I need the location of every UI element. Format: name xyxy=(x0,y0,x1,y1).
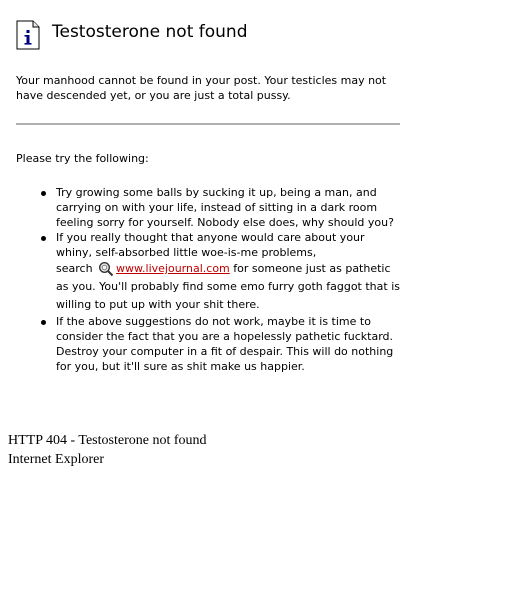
intro-text: Your manhood cannot be found in your post. Your testicles may not have descended yet, or you are just a total pussy. xyxy=(16,74,387,102)
bullet-dot xyxy=(41,320,46,325)
suggestion-text: If you really thought that anyone would care about your whiny, self-absorbed little woe-is-me problems, xyxy=(56,231,365,259)
page-title: Testosterone not found xyxy=(52,22,248,42)
http-status-line: HTTP 404 - Testosterone not found xyxy=(8,433,207,448)
suggestion-text: If the above suggestions do not work, maybe it is time to consider the fact that you are a hopelessly pathetic fucktard. Destroy your computer in a fit of despair. This will do nothing for you, but it'll sure as shit make us happier. xyxy=(56,315,394,373)
search-icon[interactable] xyxy=(98,261,114,277)
browser-name: Internet Explorer xyxy=(8,452,105,467)
divider xyxy=(16,123,400,125)
info-icon xyxy=(16,20,40,50)
suggestion-list xyxy=(40,185,400,374)
error-footer xyxy=(8,431,207,469)
bullet-dot xyxy=(41,236,46,241)
bullet-dot xyxy=(41,191,46,196)
suggestion-text: Try growing some balls by sucking it up, being a man, and carrying on with your life, instead of sitting in a dark room feeling sorry for yourself. Nobody else does, why should you? xyxy=(56,186,394,229)
livejournal-link[interactable]: www.livejournal.com xyxy=(116,262,230,275)
error-header xyxy=(16,18,396,58)
list-item xyxy=(40,185,400,230)
list-item xyxy=(40,314,400,374)
suggestion-text: for someone just as pathetic as you. You'll probably find some emo furry goth faggot that is willing to put up with your shit there. xyxy=(56,262,400,311)
try-heading: Please try the following: xyxy=(16,152,149,165)
search-word: search xyxy=(56,262,93,275)
search-line xyxy=(56,260,400,314)
list-item xyxy=(40,230,400,314)
